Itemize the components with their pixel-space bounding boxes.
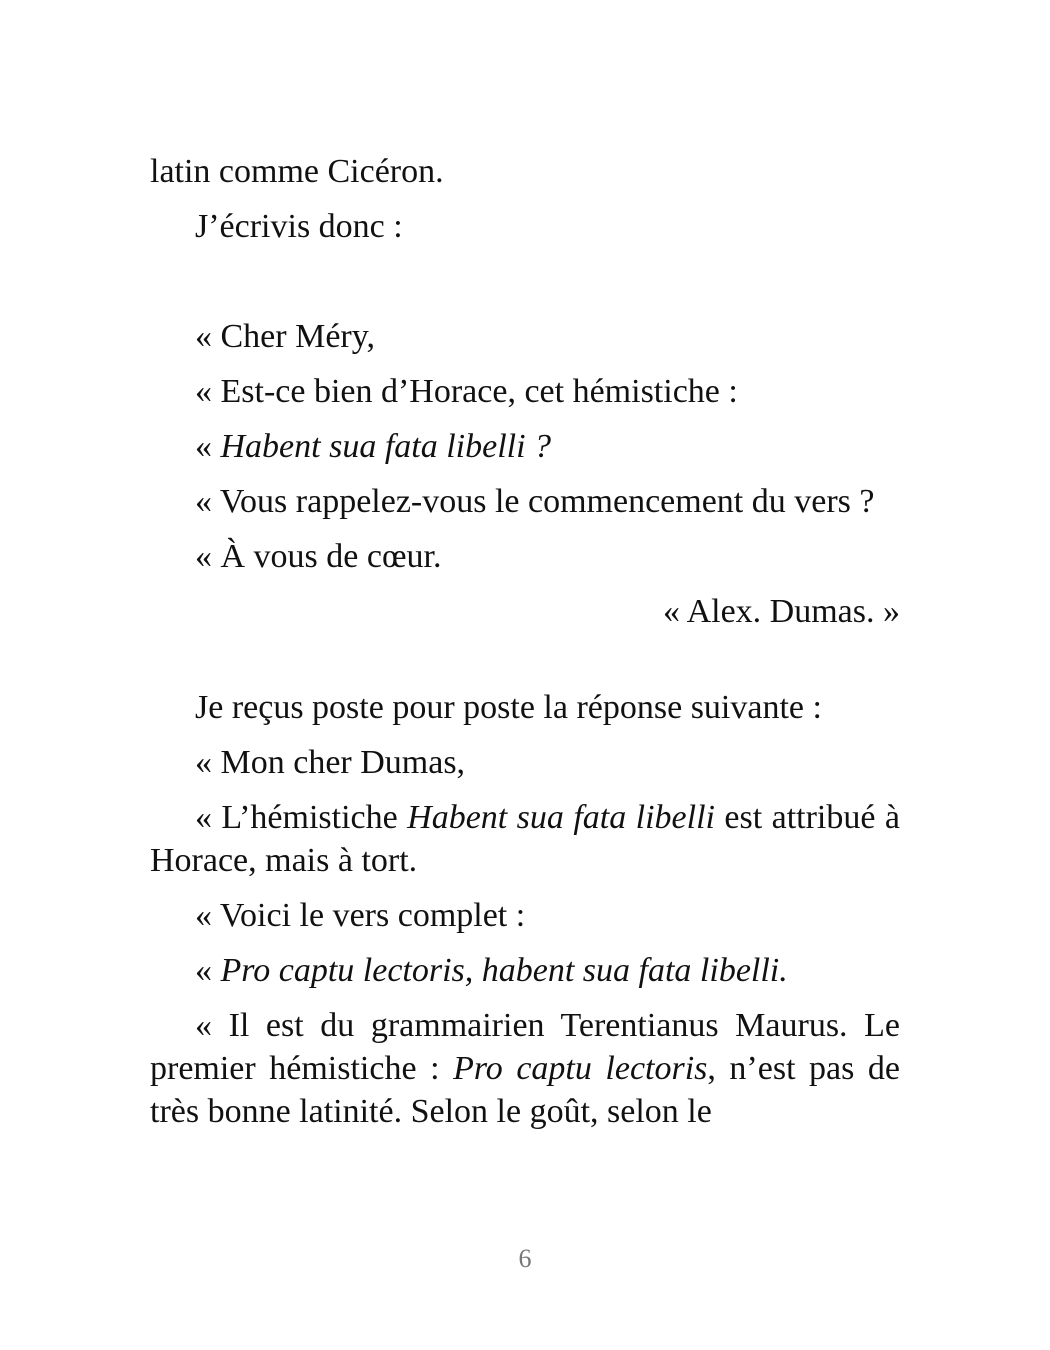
- section-gap: [150, 645, 900, 686]
- letter-signature: « Alex. Dumas. »: [662, 593, 900, 630]
- page-body: [150, 150, 900, 1145]
- letter-quote-line: [150, 425, 900, 468]
- reply-author-start: « Il est du grammairien Terentianus Maurus. Le premier hémistiche :: [150, 1007, 900, 1087]
- page-number: 6: [518, 1244, 532, 1273]
- reply-author: [150, 1004, 900, 1133]
- section-gap: [150, 260, 900, 315]
- reply-attribution-end: est attribué à Horace, mais à tort.: [150, 799, 900, 879]
- quote-mark: «: [195, 428, 221, 465]
- reply-author-end: , n’est pas de très bonne latinité. Selon le goût, selon le: [150, 1050, 900, 1130]
- reply-attribution: [150, 796, 900, 882]
- reply-salutation: « Mon cher Dumas,: [195, 744, 466, 781]
- reply-full-verse: [150, 949, 900, 992]
- letter-question: « Est-ce bien d’Horace, cet hémistiche :: [195, 373, 738, 410]
- latin-quote: Habent sua fata libelli ?: [220, 428, 552, 465]
- paragraph-ecrivis: J’écrivis donc :: [195, 208, 403, 245]
- latin-verse: Pro captu lectoris, habent sua fata libelli.: [220, 952, 788, 989]
- reply-attribution-start: « L’hémistiche: [195, 799, 408, 836]
- paragraph-reponse: Je reçus poste pour poste la réponse suivante :: [195, 689, 822, 726]
- letter-closing: « À vous de cœur.: [195, 538, 442, 575]
- quote-mark: «: [195, 952, 221, 989]
- latin-hemistich: Pro captu lectoris: [453, 1050, 708, 1087]
- latin-quote: Habent sua fata libelli: [407, 799, 715, 836]
- paragraph-continuation: latin comme Cicéron.: [150, 153, 444, 190]
- letter-salutation: « Cher Méry,: [195, 318, 376, 355]
- letter-question-2: « Vous rappelez-vous le commencement du vers ?: [195, 483, 875, 520]
- reply-intro: « Voici le vers complet :: [195, 897, 526, 934]
